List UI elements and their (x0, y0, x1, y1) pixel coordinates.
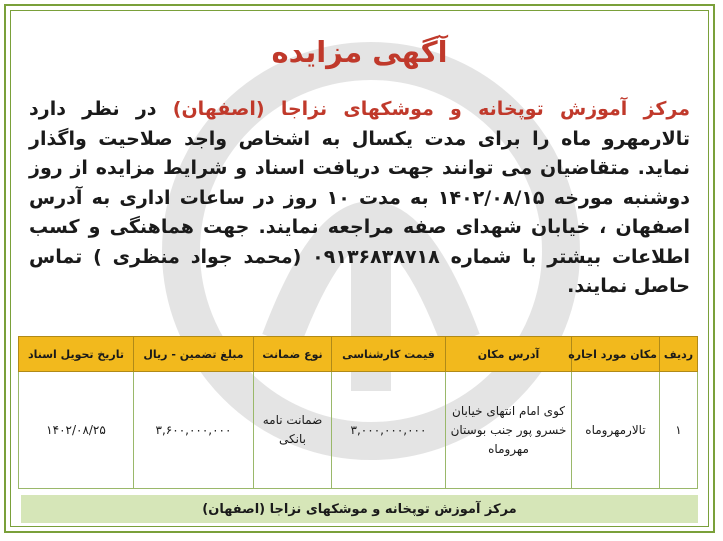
cell-delivery-date: ۱۴۰۲/۰۸/۲۵ (19, 372, 134, 489)
ad-title: آگهی مزایده (271, 35, 448, 69)
header-row-number: ردیف (660, 337, 698, 372)
table-header-row (19, 337, 698, 372)
auction-table (21, 336, 698, 489)
header-guarantee-amount: مبلغ تضمین - ریال (134, 337, 254, 372)
organization-name: مرکز آموزش توپخانه و موشکهای نزاجا (اصفهان) (172, 98, 690, 120)
footer-banner: مرکز آموزش توپخانه و موشکهای نزاجا (اصفهان) (21, 495, 698, 523)
cell-row-number: ۱ (660, 372, 698, 489)
header-expert-price: قیمت کارشناسی (332, 337, 446, 372)
header-rental-place: مکان مورد اجاره (572, 337, 660, 372)
cell-guarantee-type: ضمانت نامه بانکی (254, 372, 332, 489)
ad-body (29, 95, 690, 302)
table-row (19, 372, 698, 489)
cell-address: کوی امام انتهای خیابان خسرو پور جنب بوستان مهروماه (446, 372, 572, 489)
cell-guarantee-amount: ۳,۶۰۰,۰۰۰,۰۰۰ (134, 372, 254, 489)
ad-frame (10, 10, 709, 527)
cell-rental-place: تالارمهروماه (572, 372, 660, 489)
header-guarantee-type: نوع ضمانت (254, 337, 332, 372)
header-address: آدرس مکان (446, 337, 572, 372)
header-delivery-date: تاریخ تحویل اسناد (19, 337, 134, 372)
cell-expert-price: ۳,۰۰۰,۰۰۰,۰۰۰ (332, 372, 446, 489)
ad-body-text: در نظر دارد تالارمهرو ماه را برای مدت یکسال به اشخاص واجد صلاحیت واگذار نماید. متقاضیان می توانند جهت دریافت اسناد و شرایط مزایده از روز دوشنبه مورخه ۱۴۰۲/۰۸/۱۵ به مدت ۱۰ روز در ساعات اداری به آدرس اصفهان ، خیابان شهدای صفه مراجعه نمایند. جهت هماهنگی و کسب اطلاعات بیشتر با شماره ۰۹۱۳۶۸۳۸۷۱۸ (محمد جواد منظری ) تماس حاصل نمایند. (29, 98, 690, 297)
